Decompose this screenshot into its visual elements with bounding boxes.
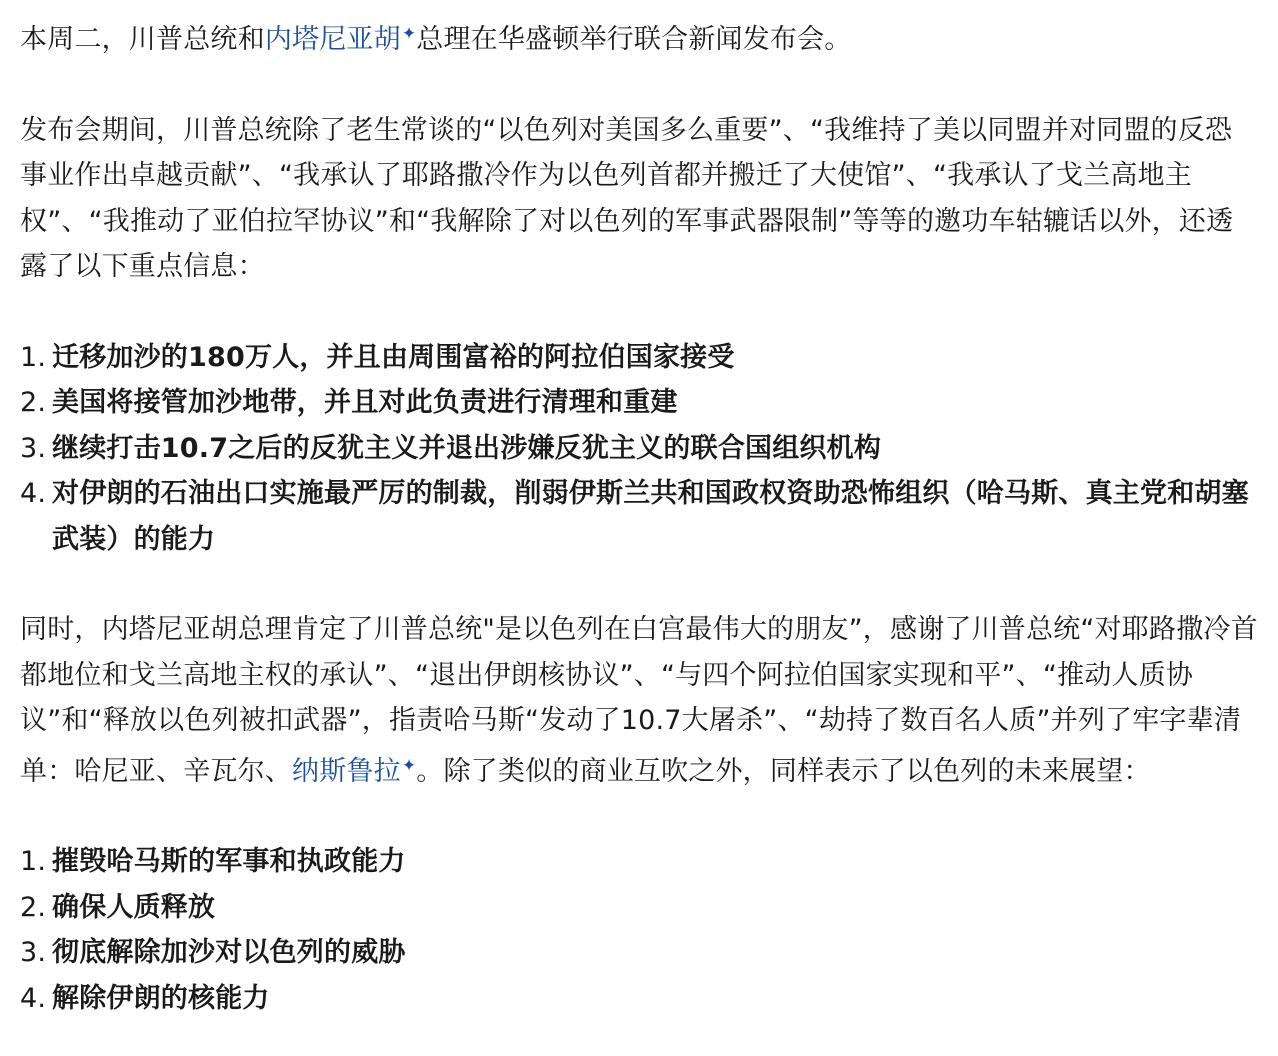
spacer xyxy=(20,794,1258,839)
israel-outlook-list xyxy=(20,839,1258,1021)
spacer xyxy=(20,63,1258,108)
list-number: 1. xyxy=(20,341,47,373)
list-item-text: 美国将接管加沙地带，并且对此负责进行清理和重建 xyxy=(52,387,678,418)
trump-remarks-paragraph: 发布会期间，川普总统除了老生常谈的“以色列对美国多么重要”、“我维持了美以同盟并对同盟的反恐事业作出卓越贡献”、“我承认了耶路撒冷作为以色列首都并搬迁了大使馆”、“我承认了戈兰高地主权”、“我推动了亚伯拉罕协议”和“我解除了对以色列的军事武器限制”等等的邀功车轱辘话以外，还透露了以下重点信息： xyxy=(20,114,1234,282)
list-item-text: 对伊朗的石油出口实施最严厉的制裁，削弱伊斯兰共和国政权资助恐怖组织（哈马斯、真主党和胡塞武装）的能力 xyxy=(52,478,1249,555)
list-number: 3. xyxy=(20,432,47,464)
list-item-text: 继续打击10.7之后的反犹主义并退出涉嫌反犹主义的联合国组织机构 xyxy=(52,432,882,464)
list-item-text: 彻底解除加沙对以色列的威胁 xyxy=(52,937,406,968)
list-item xyxy=(20,930,1258,976)
list-item xyxy=(20,976,1258,1022)
list-item xyxy=(20,335,1258,381)
list-number: 1. xyxy=(20,846,47,877)
list-item xyxy=(20,471,1258,562)
nasrallah-link[interactable]: 纳斯鲁拉 xyxy=(292,755,401,787)
sparkle-icon[interactable]: ✦ xyxy=(401,24,417,44)
list-item xyxy=(20,839,1258,885)
list-item xyxy=(20,885,1258,931)
remarks-text-before: 同时，内塔尼亚胡总理肯定了川普总统"是以色列在白宫最伟大的朋友”，感谢了川普总统“对耶路撒冷首都地位和戈兰高地主权的承认”、“退出伊朗核协议”、“与四个阿拉伯国家实现和平”、“推动人质协议”和“释放以色列被扣武器”，指责哈马斯“发动了10.7大屠杀”、“劫持了数百名人质”并列了牢字辈清单：哈尼亚、辛瓦尔、 xyxy=(20,614,1258,787)
netanyahu-link[interactable]: 内塔尼亚胡 xyxy=(264,24,401,55)
netanyahu-remarks-paragraph xyxy=(20,607,1258,794)
trump-key-points-list xyxy=(20,335,1258,563)
sparkle-icon[interactable]: ✦ xyxy=(401,755,417,776)
intro-text-after: 总理在华盛顿举行联合新闻发布会。 xyxy=(416,24,852,55)
list-number: 4. xyxy=(20,982,47,1014)
list-item-text: 迁移加沙的180万人，并且由周围富裕的阿拉伯国家接受 xyxy=(52,341,735,373)
spacer xyxy=(20,290,1258,335)
list-number: 2. xyxy=(20,387,47,418)
spacer xyxy=(20,562,1258,607)
list-item-text: 确保人质释放 xyxy=(52,891,216,923)
list-item xyxy=(20,380,1258,426)
intro-paragraph xyxy=(20,12,1258,63)
list-item-text: 摧毁哈马斯的军事和执政能力 xyxy=(52,846,406,877)
remarks-text-after: 。除了类似的商业互吹之外，同样表示了以色列的未来展望： xyxy=(416,755,1151,787)
list-number: 4. xyxy=(20,478,47,509)
list-item xyxy=(20,426,1258,472)
intro-text-before: 本周二，川普总统和 xyxy=(20,24,265,55)
list-item-text: 解除伊朗的核能力 xyxy=(52,982,270,1014)
list-number: 3. xyxy=(20,937,47,968)
list-number: 2. xyxy=(20,891,47,923)
